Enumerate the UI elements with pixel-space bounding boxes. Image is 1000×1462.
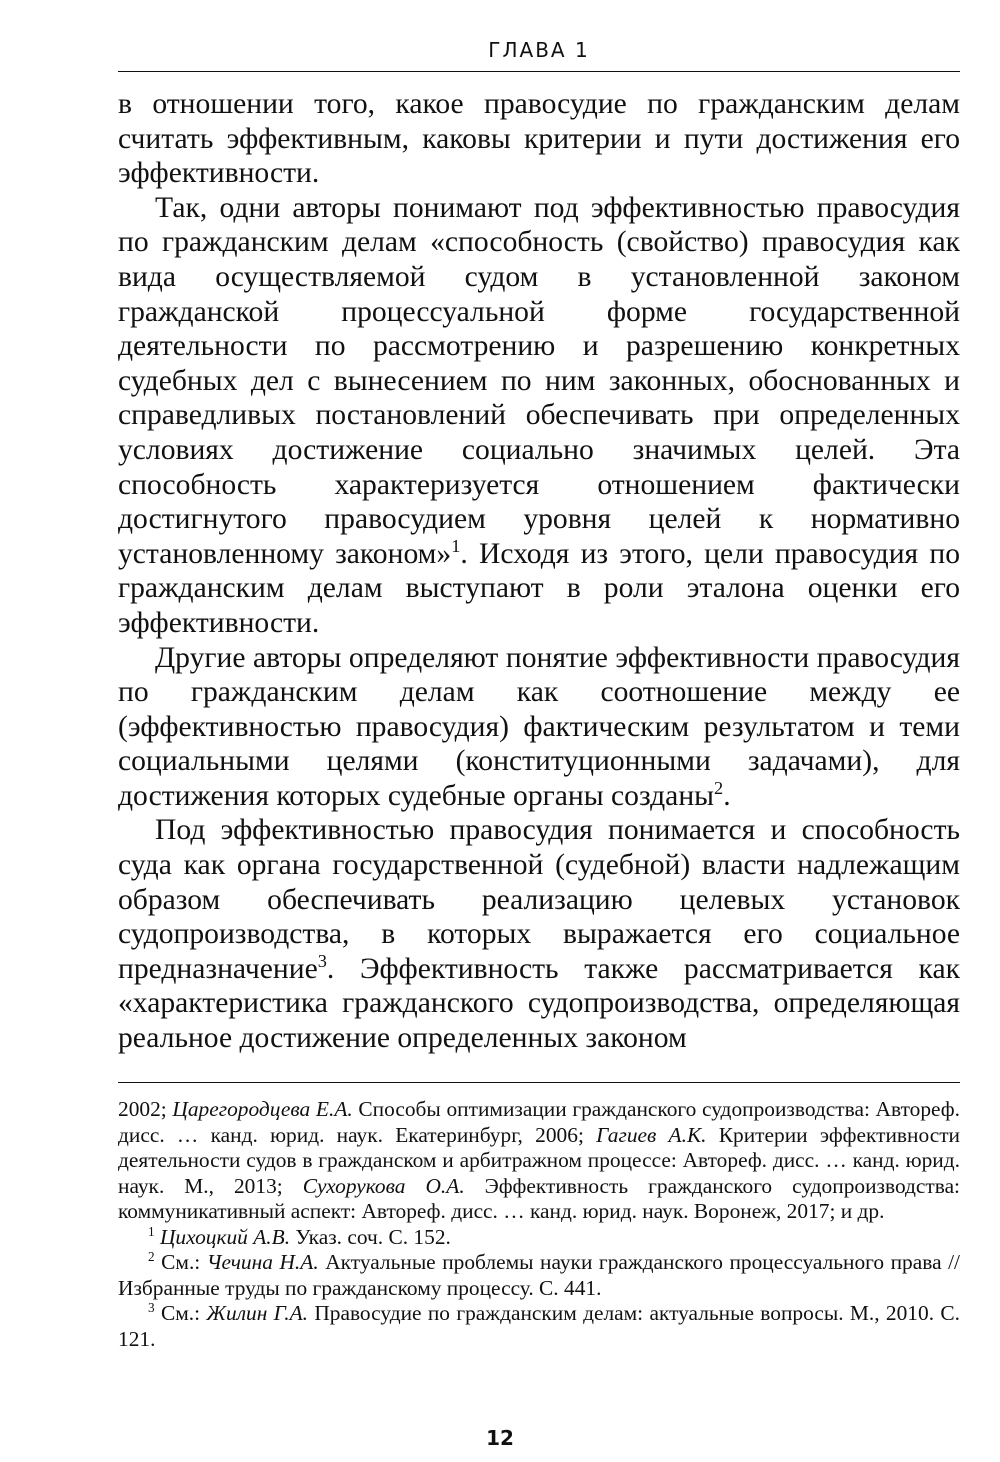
paragraph-4 (118, 813, 960, 1055)
footnote-text: См.: (160, 1301, 207, 1325)
page-number: 12 (486, 1426, 514, 1450)
footnotes (118, 1097, 960, 1352)
footnote-text: Указ. соч. С. 152. (290, 1224, 451, 1249)
paragraph-3-tail: . (723, 779, 731, 812)
footnote-number: 3 (148, 1299, 155, 1315)
footnote-cont-seg: Способы оптимизации гражданского судопроизводства: Автореф. дисс. … канд. юрид. наук. Екатеринбург, 2006; (118, 1097, 960, 1147)
footnote-rule (118, 1082, 960, 1083)
footnote-ref-3: 3 (317, 950, 327, 971)
paragraph-2 (118, 191, 960, 641)
footnote-text: Правосудие по гражданским делам: актуальные вопросы. М., 2010. С. 121. (118, 1301, 960, 1351)
paragraph-4-tail: . Эффективность также рассматривается как «характеристика гражданского судопроизводства, определяющая реальное достижение определенных законом (118, 952, 960, 1055)
paragraph-4-text: Под эффективностью правосудия понимается и способность суда как органа государственной (судебной) власти надлежащим образом обеспечивать реализацию целевых установок судопроизводства, в которых выражается его социальное предназначение (118, 814, 960, 985)
paragraph-3 (118, 641, 960, 814)
paragraph-2-text: Так, одни авторы понимают под эффективностью правосудия по гражданским делам «способность (свойство) правосудия как вида осуществляемой судом в установленной законом гражданской процессуальной форме государственной деятельности по рассмотрению и разрешению конкретных судебных дел с вынесением по ним законных, обоснованных и справедливых постановлений обеспечивать при определенных условиях достижение социально значимых целей. Эта способность характеризуется отношением фактически достигнутого правосудием уровня целей к нормативно установленному законом» (118, 191, 960, 570)
footnote-cont-seg: Критерии эффективности деятельности судов в гражданском и арбитражном процессе: Автореф. дисс. … канд. юрид. наук. М., 2013; (118, 1122, 960, 1198)
footnote-continuation (118, 1097, 960, 1225)
footnote-cont-seg: Эффективность гражданского судопроизводства: коммуникативный аспект: Автореф. дисс. … канд. юрид. наук. Воронеж, 2017; и др. (118, 1173, 961, 1223)
footnote-cont-seg: 2002; (118, 1097, 173, 1121)
main-text (118, 87, 960, 1056)
footnote-number: 2 (148, 1248, 155, 1264)
footnote-author: Цихоцкий А.В. (159, 1224, 291, 1249)
paragraph-2-tail: . Исходя из этого, цели правосудия по гражданским делам выступают в роли эталона оценки его эффективности. (118, 537, 960, 639)
footnote-number: 1 (148, 1223, 155, 1239)
paragraph-3-text: Другие авторы определяют понятие эффективности правосудия по гражданским делам как соотношение между ее (эффективностью правосудия) фактическим результатом и теми социальными целями (конституционными задачами), для достижения которых судебные органы созданы (118, 641, 960, 812)
footnote-1 (118, 1225, 960, 1251)
footnote-2 (118, 1250, 960, 1301)
paragraph-1: в отношении того, какое правосудие по гражданским делам считать эффективным, каковы критерии и пути достижения его эффективности. (118, 88, 960, 190)
footnote-author: Жилин Г.А. (206, 1301, 308, 1325)
footnote-3 (118, 1301, 960, 1352)
chapter-header: ГЛАВА 1 (488, 38, 590, 62)
footnote-cont-author: Царегородцева Е.А. (172, 1097, 353, 1121)
footnote-text: См.: (161, 1250, 207, 1274)
header-rule (118, 71, 960, 72)
footnote-ref-1: 1 (451, 535, 461, 556)
footnote-text: Актуальные проблемы науки гражданского процессуального права // Избранные труды по гражданскому процессу. С. 441. (118, 1250, 960, 1300)
footnote-cont-author: Гагиев А.К. (596, 1122, 707, 1147)
footnote-ref-2: 2 (714, 778, 724, 799)
footnote-author: Чечина Н.А. (206, 1250, 319, 1274)
footnote-cont-author: Сухорукова О.А. (302, 1173, 465, 1198)
